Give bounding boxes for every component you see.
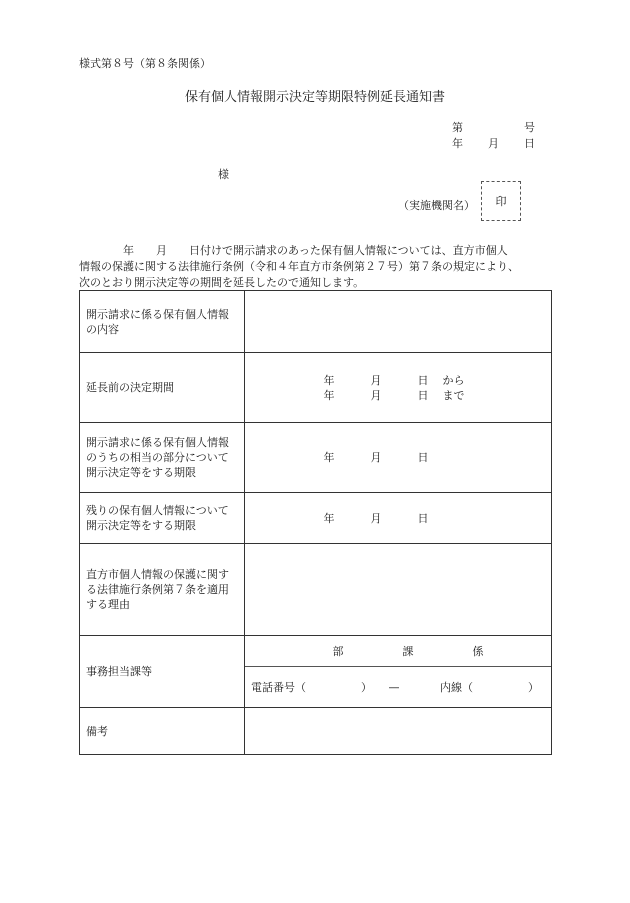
row-contact-value <box>245 636 552 708</box>
period-to <box>324 388 473 403</box>
department-line <box>245 636 551 666</box>
notice-line-1: 年 月 日付けで開示請求のあった保有個人情報については、直方市個人 <box>79 244 508 257</box>
row-remaining-deadline-label <box>80 493 245 544</box>
form-number: 様式第８号（第８条関係） <box>79 57 211 70</box>
label-line: 残りの保有個人情報について <box>86 504 229 517</box>
row-reason-label <box>80 544 245 636</box>
table-row <box>80 291 552 353</box>
month-label: 月 <box>370 388 382 402</box>
row-content-label <box>80 291 245 353</box>
notice-body <box>79 243 552 291</box>
table-row <box>80 493 552 544</box>
label-line: 事務担当課等 <box>86 665 152 678</box>
row-remarks-value <box>245 708 552 755</box>
extension-label: 内線（ ） <box>440 680 539 694</box>
month-label: 月 <box>370 511 382 525</box>
doc-number-prefix: 第 <box>452 121 463 134</box>
row-partial-deadline-value <box>245 423 552 493</box>
notice-line-3: 次のとおり開示決定等の期間を延長したので通知します。 <box>79 276 365 289</box>
date-month-label: 月 <box>488 137 499 150</box>
table-row <box>80 636 552 708</box>
label-line: 開示決定等をする期限 <box>86 466 196 479</box>
addressee-honorific: 様 <box>218 168 229 181</box>
label-line: 開示請求に係る保有個人情報 <box>86 436 229 449</box>
seal-box <box>481 181 521 221</box>
table-row <box>80 353 552 423</box>
label-line: 直方市個人情報の保護に関す <box>86 568 229 581</box>
phone-line <box>245 666 551 707</box>
from-label: から <box>442 373 465 387</box>
date-year-label: 年 <box>452 137 463 150</box>
label-line: 開示請求に係る保有個人情報 <box>86 307 229 321</box>
document-title: 保有個人情報開示決定等期限特例延長通知書 <box>184 90 445 105</box>
month-label: 月 <box>370 451 382 464</box>
table-row <box>80 423 552 493</box>
to-label: まで <box>442 388 465 402</box>
label-line: る法律施行条例第７条を適用 <box>86 583 229 596</box>
day-label: 日 <box>417 511 429 525</box>
day-label: 日 <box>417 451 429 464</box>
month-label: 月 <box>370 373 382 387</box>
department-label: 部 <box>332 644 344 658</box>
section-label: 課 <box>402 644 414 658</box>
row-period-value <box>245 353 552 423</box>
day-label: 日 <box>417 373 429 387</box>
year-label: 年 <box>323 451 335 464</box>
year-label: 年 <box>323 373 335 387</box>
seal-label: 印 <box>495 195 507 208</box>
notice-line-2: 情報の保護に関する法律施行条例（令和４年直方市条例第２７号）第７条の規定により、 <box>79 260 519 273</box>
label-line: のうちの相当の部分について <box>86 451 229 464</box>
agency-name-label: （実施機関名） <box>398 199 475 212</box>
table-row <box>80 708 552 755</box>
row-contact-label <box>80 636 245 708</box>
row-remaining-deadline-value <box>245 493 552 544</box>
row-period-label <box>80 353 245 423</box>
year-label: 年 <box>323 511 335 525</box>
notice-table <box>79 290 552 755</box>
phone-number-label: 電話番号（ ） — <box>251 680 422 694</box>
year-label: 年 <box>323 388 335 402</box>
period-from <box>324 373 473 388</box>
unit-label: 係 <box>472 644 484 658</box>
row-reason-value <box>245 544 552 636</box>
row-content-value <box>245 291 552 353</box>
doc-number-suffix: 号 <box>524 121 535 134</box>
row-remarks-label <box>80 708 245 755</box>
day-label: 日 <box>417 388 429 402</box>
label-line: 開示決定等をする期限 <box>86 519 196 532</box>
label-line: 延長前の決定期間 <box>86 381 174 394</box>
date-day-label: 日 <box>524 137 535 150</box>
label-line: の内容 <box>86 322 119 336</box>
table-row <box>80 544 552 636</box>
label-line: 備考 <box>86 724 108 738</box>
row-partial-deadline-label <box>80 423 245 493</box>
label-line: する理由 <box>86 598 130 611</box>
